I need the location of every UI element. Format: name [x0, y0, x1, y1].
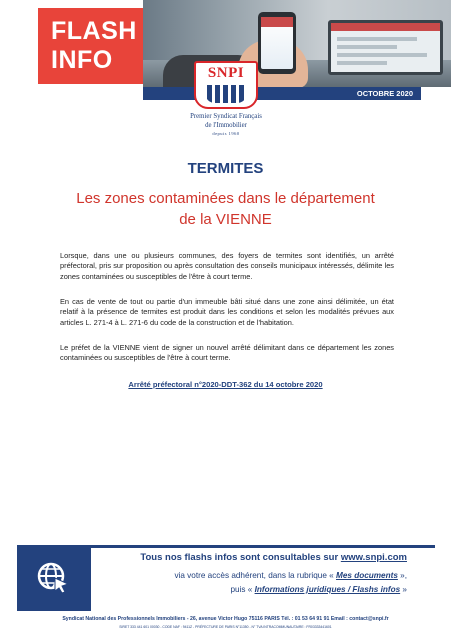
legal-address: Syndicat National des Professionnels Immobiliers - 26, avenue Victor Hugo 75116 PARIS Tél. : 01 53 64 91 91 Email : contact@snpi.fr: [62, 616, 389, 622]
info-label: INFO: [51, 46, 113, 74]
header-photo: [143, 0, 451, 87]
logo-stripes: [205, 85, 247, 103]
tagline-line2: de l'Immobilier: [205, 121, 247, 129]
prefectoral-order-link[interactable]: Arrêté préfectoral n°2020-DDT-362 du 14 octobre 2020: [128, 380, 323, 389]
logo-name: SNPI: [207, 65, 245, 81]
footer-line-site: [111, 552, 407, 563]
tagline-since: depuis 1960: [212, 131, 240, 136]
mes-documents-link[interactable]: Mes documents: [336, 571, 398, 580]
snpi-logo: [194, 61, 258, 109]
flash-info-banner: [38, 8, 143, 84]
footer-line-section: [111, 585, 407, 594]
subtitle-line2: de la VIENNE: [179, 211, 272, 228]
paragraph-intro: Lorsque, dans une ou plusieurs communes, des foyers de termites sont identifiés, un arrêté préfectoral, pris sur proposition ou après consultation des conseils municipaux intéressés, délimite les zones contaminées ou susceptibles de l'être à court terme.: [60, 251, 394, 281]
globe-cursor-icon: [35, 560, 71, 596]
logo-shield: [194, 61, 258, 109]
legal-registration: SIRET 333 441 601 00030 - CODE NAF : 9411Z - PRÉFECTURE DE PARIS N°11350 - N° TVA INTRACOMMUNAUTAIRE : FR03333441601: [119, 625, 332, 629]
photo-laptop: [328, 20, 443, 75]
photo-phone: [258, 12, 296, 74]
subtitle-line1: Les zones contaminées dans le département: [76, 190, 375, 207]
flashs-infos-link[interactable]: Informations juridiques / Flashs infos: [254, 585, 401, 594]
footer-section-prefix: puis «: [230, 585, 255, 594]
date-band: [143, 87, 421, 100]
paragraph-sale: En cas de vente de tout ou partie d'un immeuble bâti situé dans une zone ainsi délimitée, un état relatif à la présence de termites est produit dans les conditions et selon les modalités prévues aux articles L. 271-4 à L. 271-6 du code de la construction et de l'habitation.: [60, 297, 394, 327]
snpi-website-link[interactable]: www.snpi.com: [340, 552, 407, 563]
footer-icon-box: [17, 545, 91, 611]
footer-section-suffix: »: [400, 585, 407, 594]
footer-line-access: [111, 571, 407, 580]
paragraph-prefect: Le préfet de la VIENNE vient de signer un nouvel arrêté délimitant dans ce département les zones contaminées ou susceptibles de l'être à court terme.: [60, 343, 394, 363]
logo-tagline: [150, 113, 302, 139]
page-subtitle: [40, 188, 411, 230]
page-title: TERMITES: [187, 160, 264, 177]
footer-access-suffix: »,: [397, 571, 407, 580]
flash-label: FLASH: [51, 17, 137, 45]
tagline-line1: Premier Syndicat Français: [190, 113, 262, 120]
footer-access-prefix: via votre accès adhérent, dans la rubrique «: [174, 571, 337, 580]
footer-site-prefix: Tous nos flashs infos sont consultables sur: [140, 552, 341, 563]
issue-date: OCTOBRE 2020: [356, 89, 413, 98]
